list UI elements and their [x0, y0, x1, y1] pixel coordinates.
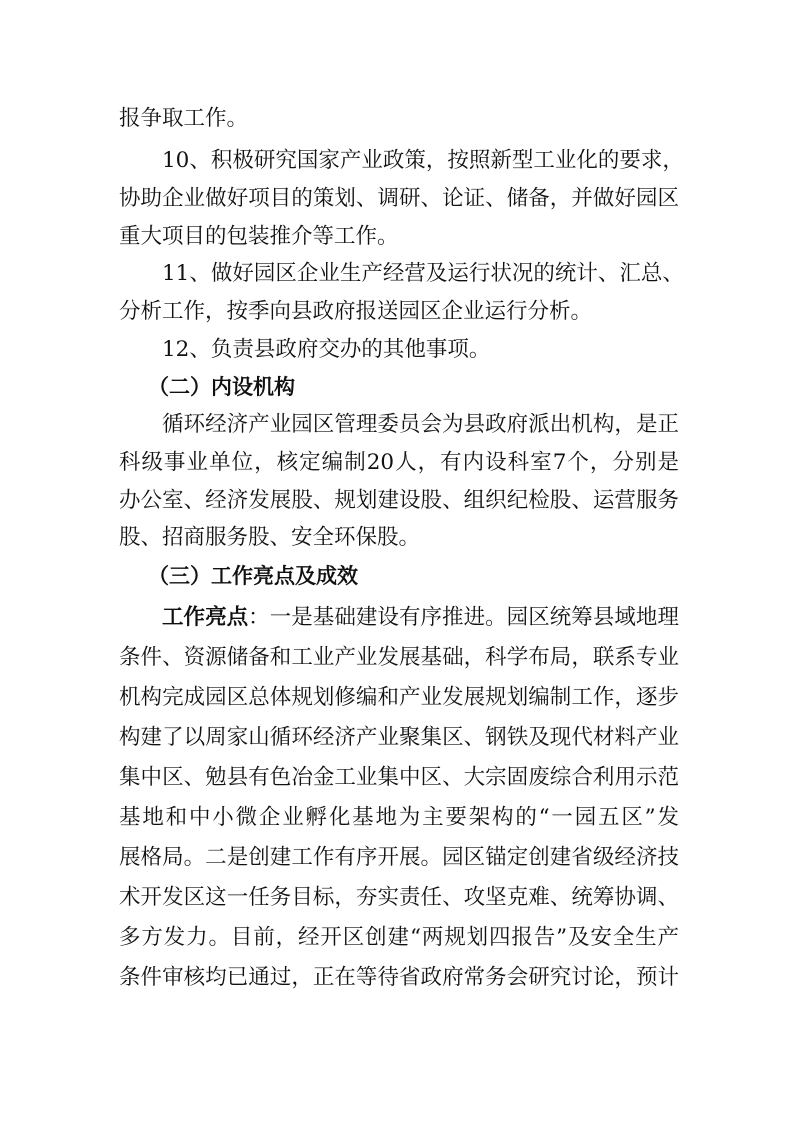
text-line: 术开发区这一任务目标，夯实责任、攻坚克难、统筹协调、: [119, 885, 679, 910]
bold-lead: 工作亮点: [162, 605, 249, 630]
text-line: 11、做好园区企业生产经营及运行状况的统计、汇总、: [162, 261, 684, 286]
text-line: [162, 603, 679, 633]
text-line: 10、积极研究国家产业政策，按照新型工业化的要求，: [162, 148, 684, 173]
text-line: 科级事业单位，核定编制20人，有内设科室7个，分别是: [119, 450, 679, 475]
text-line-rest: ：一是基础建设有序推进。园区统筹县域地理: [248, 605, 679, 630]
text-line: 循环经济产业园区管理委员会为县政府派出机构，是正: [162, 412, 679, 437]
text-line: 构建了以周家山循环经济产业聚集区、钢铁及现代材料产业: [119, 725, 679, 750]
text-line: 集中区、勉县有色冶金工业集中区、大宗固废综合利用示范: [119, 765, 679, 790]
section-heading: （三）工作亮点及成效: [148, 564, 358, 588]
text-line: 协助企业做好项目的策划、调研、论证、储备，并做好园区: [119, 186, 679, 211]
text-line: 报争取工作。: [119, 106, 249, 131]
text-line: 股、招商服务股、安全环保股。: [119, 525, 421, 550]
section-heading: （二）内设机构: [148, 375, 295, 399]
text-line: 条件审核均已通过，正在等待省政府常务会研究讨论，预计: [119, 965, 679, 990]
text-line: 基地和中小微企业孵化基地为主要架构的“一园五区”发: [119, 805, 679, 830]
text-line: 分析工作，按季向县政府报送园区企业运行分析。: [119, 299, 593, 324]
text-line: 多方发力。目前，经开区创建“两规划四报告”及安全生产: [119, 925, 679, 950]
text-line: 重大项目的包装推介等工作。: [119, 224, 399, 249]
text-line: 机构完成园区总体规划修编和产业发展规划编制工作，逐步: [119, 685, 679, 710]
text-line: 条件、资源储备和工业产业发展基础，科学布局，联系专业: [119, 645, 679, 670]
text-line: 办公室、经济发展股、规划建设股、组织纪检股、运营服务: [119, 488, 679, 513]
text-line: 12、负责县政府交办的其他事项。: [162, 337, 491, 362]
text-line: 展格局。二是创建工作有序开展。园区锚定创建省级经济技: [119, 845, 679, 870]
